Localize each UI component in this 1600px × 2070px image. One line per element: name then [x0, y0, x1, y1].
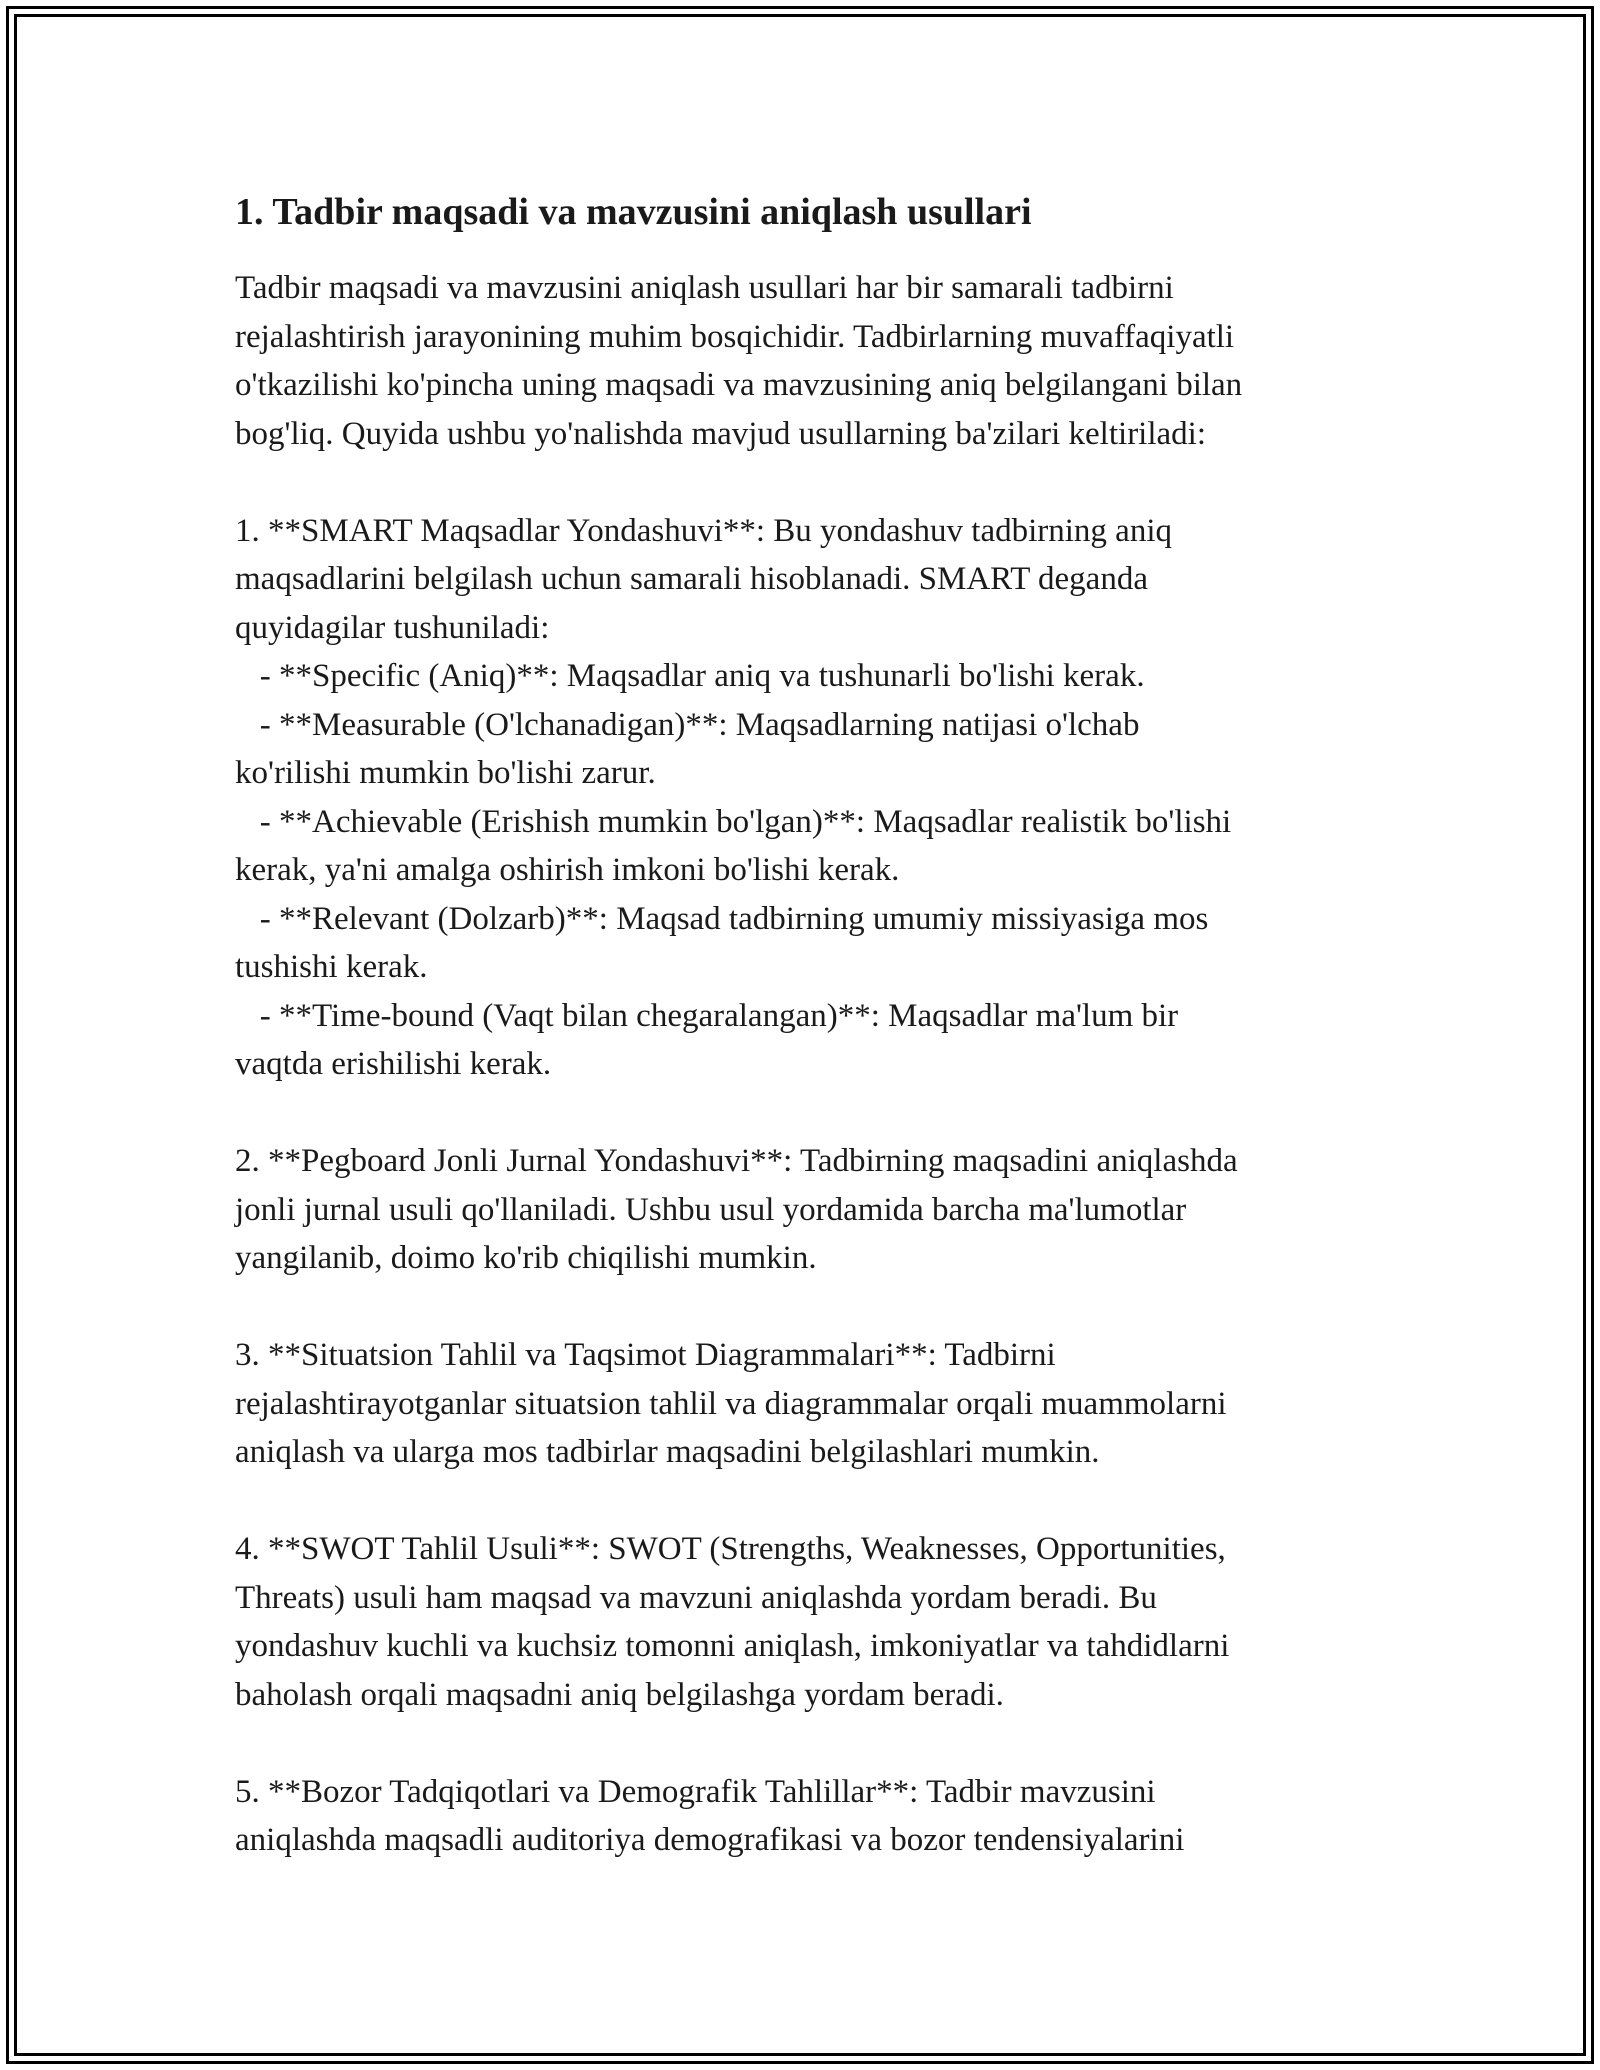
sub-item-line: - **Relevant (Dolzarb)**: Maqsad tadbirning umumiy missiyasiga mos [235, 900, 1209, 937]
text-line: tushishi kerak. [235, 949, 428, 985]
text-line: aniqlash va ularga mos tadbirlar maqsadini belgilashlari mumkin. [235, 1434, 1100, 1470]
text-line: 1. **SMART Maqsadlar Yondashuvi**: Bu yondashuv tadbirning aniq [235, 512, 1172, 549]
list-item-market-research [235, 1768, 1375, 1865]
document-body [235, 186, 1375, 1865]
paragraph-gap [235, 1283, 1375, 1332]
sub-item-line: - **Achievable (Erishish mumkin bo'lgan)**: Maqsadlar realistik bo'lishi [235, 803, 1232, 840]
text-line: quyidagilar tushuniladi: [235, 609, 550, 646]
paragraph-gap [235, 458, 1375, 507]
text-line: 5. **Bozor Tadqiqotlari va Demografik Tahlillar**: Tadbir mavzusini [235, 1773, 1156, 1810]
text-line: 4. **SWOT Tahlil Usuli**: SWOT (Strengths, Weaknesses, Opportunities, [235, 1531, 1226, 1567]
sub-item-line: - **Time-bound (Vaqt bilan chegaralangan)**: Maqsadlar ma'lum bir [235, 997, 1179, 1034]
sub-item-line: - **Specific (Aniq)**: Maqsadlar aniq va tushunarli bo'lishi kerak. [235, 658, 1145, 694]
text-line: vaqtda erishilishi kerak. [235, 1046, 552, 1082]
text-line: 2. **Pegboard Jonli Jurnal Yondashuvi**: Tadbirning maqsadini aniqlashda [235, 1143, 1238, 1179]
text-line: o'tkazilishi ko'pincha uning maqsadi va mavzusining aniq belgilangani bilan [235, 367, 1243, 403]
list-item-swot [235, 1525, 1375, 1719]
text-line: yondashuv kuchli va kuchsiz tomonni aniqlash, imkoniyatlar va tahdidlarni [235, 1628, 1230, 1664]
list-item-smart [235, 507, 1375, 1089]
intro-paragraph [235, 264, 1375, 458]
text-line: ko'rilishi mumkin bo'lishi zarur. [235, 755, 656, 791]
text-line: maqsadlarini belgilash uchun samarali hisoblanadi. SMART deganda [235, 561, 1148, 597]
text-line: baholash orqali maqsadni aniq belgilashga yordam beradi. [235, 1676, 1004, 1713]
paragraph-gap [235, 1719, 1375, 1768]
text-line: kerak, ya'ni amalga oshirish imkoni bo'lishi kerak. [235, 852, 900, 888]
list-item-pegboard [235, 1137, 1375, 1283]
text-line: yangilanib, doimo ko'rib chiqilishi mumkin. [235, 1240, 817, 1276]
section-title: 1. Tadbir maqsadi va mavzusini aniqlash usullari [235, 191, 1032, 233]
paragraph-gap [235, 1477, 1375, 1526]
text-line: Threats) usuli ham maqsad va mavzuni aniqlashda yordam beradi. Bu [235, 1579, 1157, 1616]
text-line: Tadbir maqsadi va mavzusini aniqlash usullari har bir samarali tadbirni [235, 270, 1174, 306]
list-item-situational-analysis [235, 1331, 1375, 1477]
sub-item-line: - **Measurable (O'lchanadigan)**: Maqsadlarning natijasi o'lchab [235, 706, 1140, 743]
text-line: aniqlashda maqsadli auditoriya demografikasi va bozor tendensiyalarini [235, 1822, 1185, 1858]
paragraph-gap [235, 1089, 1375, 1138]
text-line: jonli jurnal usuli qo'llaniladi. Ushbu usul yordamida barcha ma'lumotlar [235, 1191, 1187, 1228]
text-line: 3. **Situatsion Tahlil va Taqsimot Diagrammalari**: Tadbirni [235, 1337, 1056, 1373]
text-line: bog'liq. Quyida ushbu yo'nalishda mavjud usullarning ba'zilari keltiriladi: [235, 415, 1207, 452]
text-line: rejalashtirish jarayonining muhim bosqichidir. Tadbirlarning muvaffaqiyatli [235, 318, 1235, 355]
text-line: rejalashtirayotganlar situatsion tahlil va diagrammalar orqali muammolarni [235, 1385, 1227, 1422]
